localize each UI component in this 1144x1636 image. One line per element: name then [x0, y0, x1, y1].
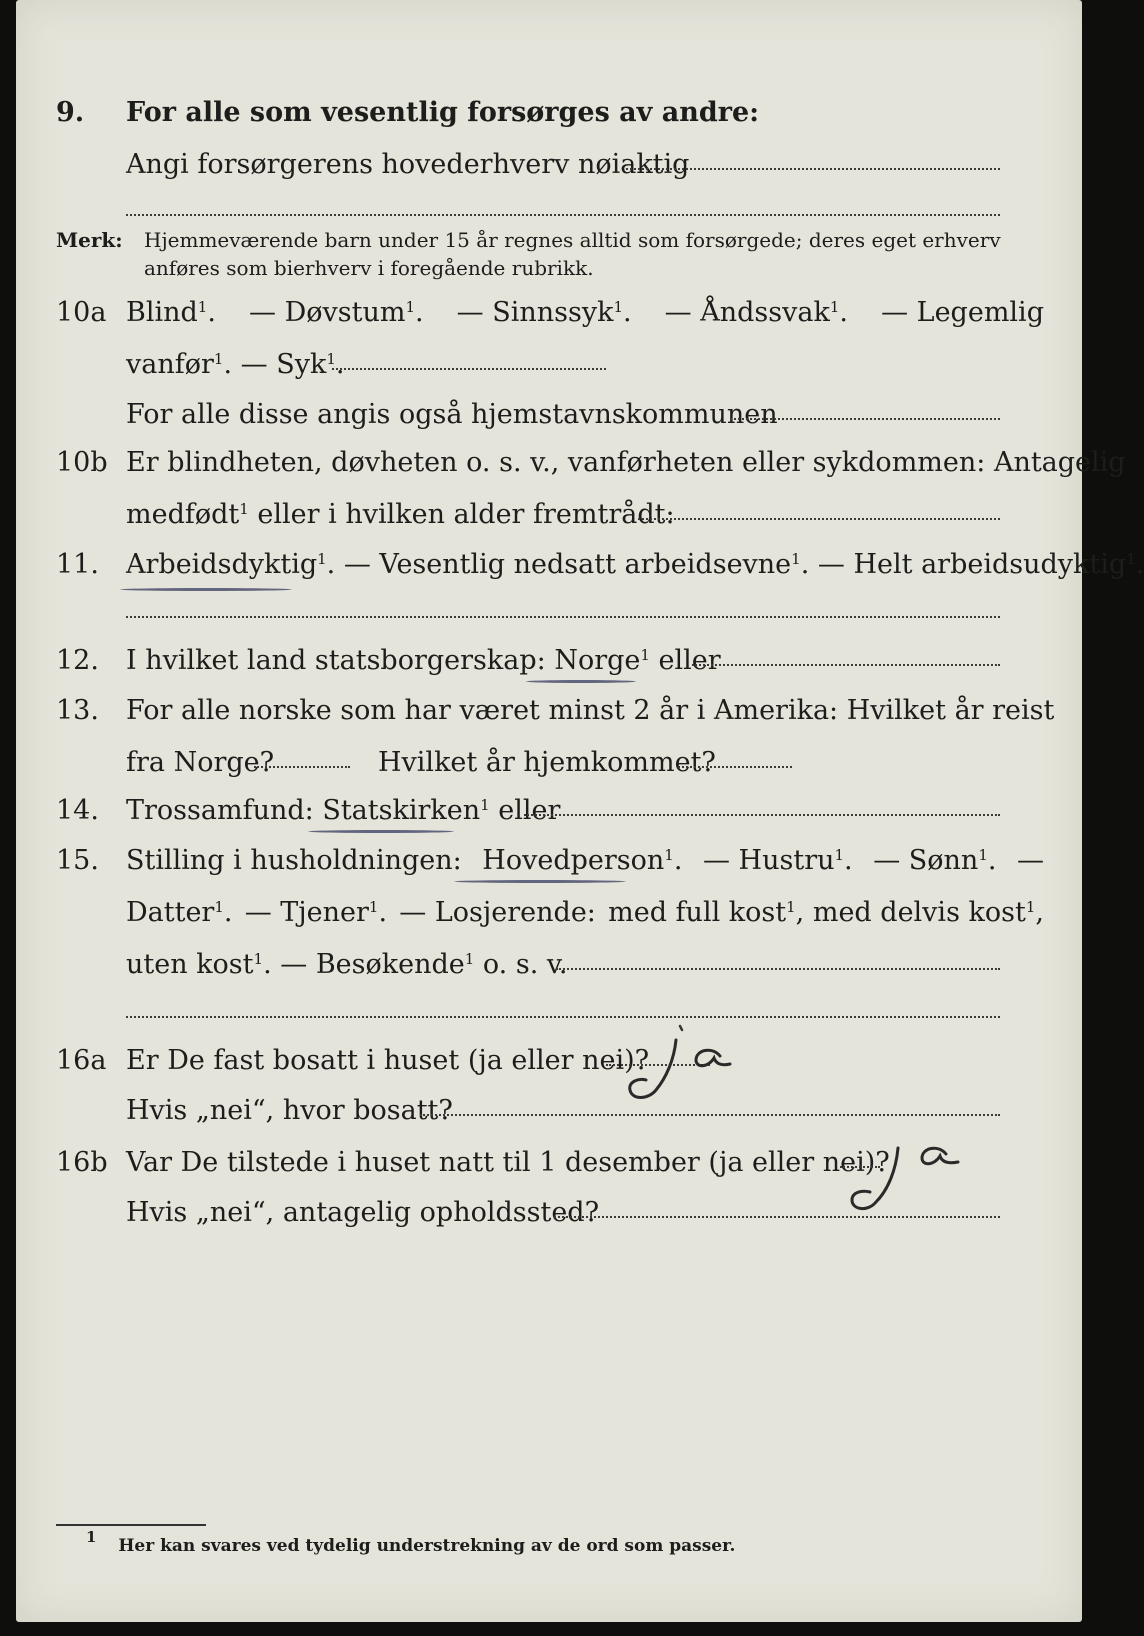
q16a-number: 16a — [56, 1045, 107, 1076]
q14-text: Trossamfund: Statskirken$^1$ eller — [126, 795, 561, 826]
footnote-divider — [56, 1524, 206, 1526]
q10b-question: Er blindheten, døvheten o. s. v., vanførheten eller sykdommen: Antagelig — [126, 447, 1126, 478]
q10a-hjemstavn-prompt: For alle disse angis også hjemstavnskommunen — [126, 399, 778, 430]
statskirken-underline — [308, 830, 454, 833]
q12-field[interactable] — [692, 664, 1000, 666]
option-sonn[interactable]: — Sønn$^1$. — [873, 845, 997, 876]
q10a-number: 10a — [56, 297, 107, 328]
svg-text:ja: ja — [616, 1020, 617, 1021]
option-full-kost[interactable]: med full kost$^1$, med delvis kost$^1$, — [608, 897, 1044, 928]
q15-field[interactable] — [556, 968, 1000, 970]
q16b-question: Var De tilstede i huset natt til 1 desember (ja eller nei)? — [126, 1147, 890, 1178]
q15-separator — [126, 1016, 1000, 1018]
option-andssvak[interactable]: — Åndssvak$^1$. — [664, 297, 848, 328]
norge-underline — [526, 680, 636, 683]
q16a-bosatt-field[interactable] — [420, 1114, 1000, 1116]
option-uten-kost[interactable]: uten kost$^1$. — [126, 949, 272, 980]
footnote-mark: 1 — [86, 1528, 97, 1546]
q15-number: 15. — [56, 845, 99, 876]
q11-separator — [126, 616, 1000, 618]
q16b-opholdssted-field[interactable] — [554, 1216, 1000, 1218]
q16b-number: 16b — [56, 1147, 108, 1178]
option-dovstum[interactable]: — Døvstum$^1$. — [249, 297, 424, 328]
option-besokende[interactable]: — Besøkende$^1$ — [280, 949, 475, 980]
q13-number: 13. — [56, 695, 99, 726]
option-nedsatt[interactable]: — Vesentlig nedsatt arbeidsevne$^1$. — [343, 549, 810, 580]
q11-number: 11. — [56, 549, 99, 580]
q14-number: 14. — [56, 795, 99, 826]
q10b-field[interactable] — [638, 518, 1000, 520]
q16b-handwritten-answer — [838, 1126, 968, 1224]
q9-title: For alle som vesentlig forsørges av andre: — [126, 97, 760, 128]
q14-field[interactable] — [524, 814, 1000, 816]
option-hustru[interactable]: — Hustru$^1$. — [702, 845, 853, 876]
census-form-page — [16, 0, 1144, 1622]
q13-hjemkommet-prompt: Hvilket år hjemkommet? — [378, 747, 716, 778]
option-arbeidsdyktig[interactable]: Arbeidsdyktig$^1$. — [126, 549, 336, 580]
q11-options — [126, 548, 1144, 582]
q10b-line2-text: medfødt$^1$ eller i hvilken alder fremtrådt: — [126, 499, 675, 530]
option-udyktig[interactable]: — Helt arbeidsudyktig$^1$. — [817, 549, 1144, 580]
option-sinnssyk[interactable]: — Sinnssyk$^1$. — [456, 297, 632, 328]
option-hovedperson[interactable]: Hovedperson$^1$. — [482, 845, 683, 876]
q9-number: 9. — [56, 97, 85, 128]
merk-text-2: anføres som bierhverv i foregående rubrikk. — [144, 256, 594, 280]
q13-hjemkommet-field[interactable] — [678, 766, 792, 768]
footnote — [86, 1528, 736, 1556]
q10a-hjemstavn-field[interactable] — [730, 418, 1000, 420]
q15-line2-options — [126, 896, 1044, 930]
merk-label: Merk: — [56, 228, 123, 252]
q10a-line2-text — [126, 348, 344, 382]
option-statskirken[interactable]: Statskirken$^1$ — [322, 795, 490, 826]
merk-text-1: Hjemmeværende barn under 15 år regnes alltid som forsørgede; deres eget erhverv — [144, 228, 1001, 252]
option-vanfor[interactable]: vanfør$^1$. — [126, 349, 233, 380]
q9-answer-field[interactable] — [626, 168, 1000, 170]
option-syk[interactable]: — Syk$^1$. — [240, 349, 345, 380]
option-datter[interactable]: Datter$^1$. — [126, 897, 233, 928]
q13-reist-field[interactable] — [254, 766, 350, 768]
q10a-syk-field[interactable] — [332, 368, 606, 370]
arbeidsdyktig-underline — [120, 588, 292, 591]
svg-text:ja: ja — [838, 1126, 839, 1127]
q16b-opholdssted-prompt: Hvis „nei“, antagelig opholdssted? — [126, 1197, 600, 1228]
q13-reist-prompt: fra Norge? — [126, 747, 275, 778]
option-legemlig[interactable]: — Legemlig — [881, 297, 1044, 328]
q16a-question: Er De fast bosatt i huset (ja eller nei)? — [126, 1045, 650, 1076]
q15-line1-options: Stilling i husholdningen: Hovedperson$^1$. — Hustru$^1$. — Sønn$^1$. — — [126, 845, 1044, 876]
option-norge[interactable]: Norge$^1$ — [554, 645, 650, 676]
option-tjener[interactable]: — Tjener$^1$. — [244, 897, 388, 928]
q9-prompt: Angi forsørgerens hovederhverv nøiaktig — [126, 149, 690, 180]
footnote-text: Her kan svares ved tydelig understrekning av de ord som passer. — [118, 1536, 736, 1556]
option-blind[interactable]: Blind$^1$. — [126, 297, 216, 328]
q12-number: 12. — [56, 645, 99, 676]
q10b-number: 10b — [56, 447, 108, 478]
q12-text: I hvilket land statsborgerskap: Norge$^1$ eller — [126, 645, 721, 676]
option-losjerende: — Losjerende: — [399, 897, 596, 928]
q16a-bosatt-prompt: Hvis „nei“, hvor bosatt? — [126, 1095, 453, 1126]
q16a-handwritten-answer — [616, 1020, 736, 1108]
q15-line3-options: uten kost$^1$. — Besøkende$^1$ o. s. v. — [126, 949, 568, 980]
q10a-options — [126, 296, 1044, 330]
q13-question: For alle norske som har været minst 2 år i Amerika: Hvilket år reist — [126, 695, 1055, 726]
hovedperson-underline — [454, 880, 626, 883]
q9-answer-field-2[interactable] — [126, 214, 1000, 216]
